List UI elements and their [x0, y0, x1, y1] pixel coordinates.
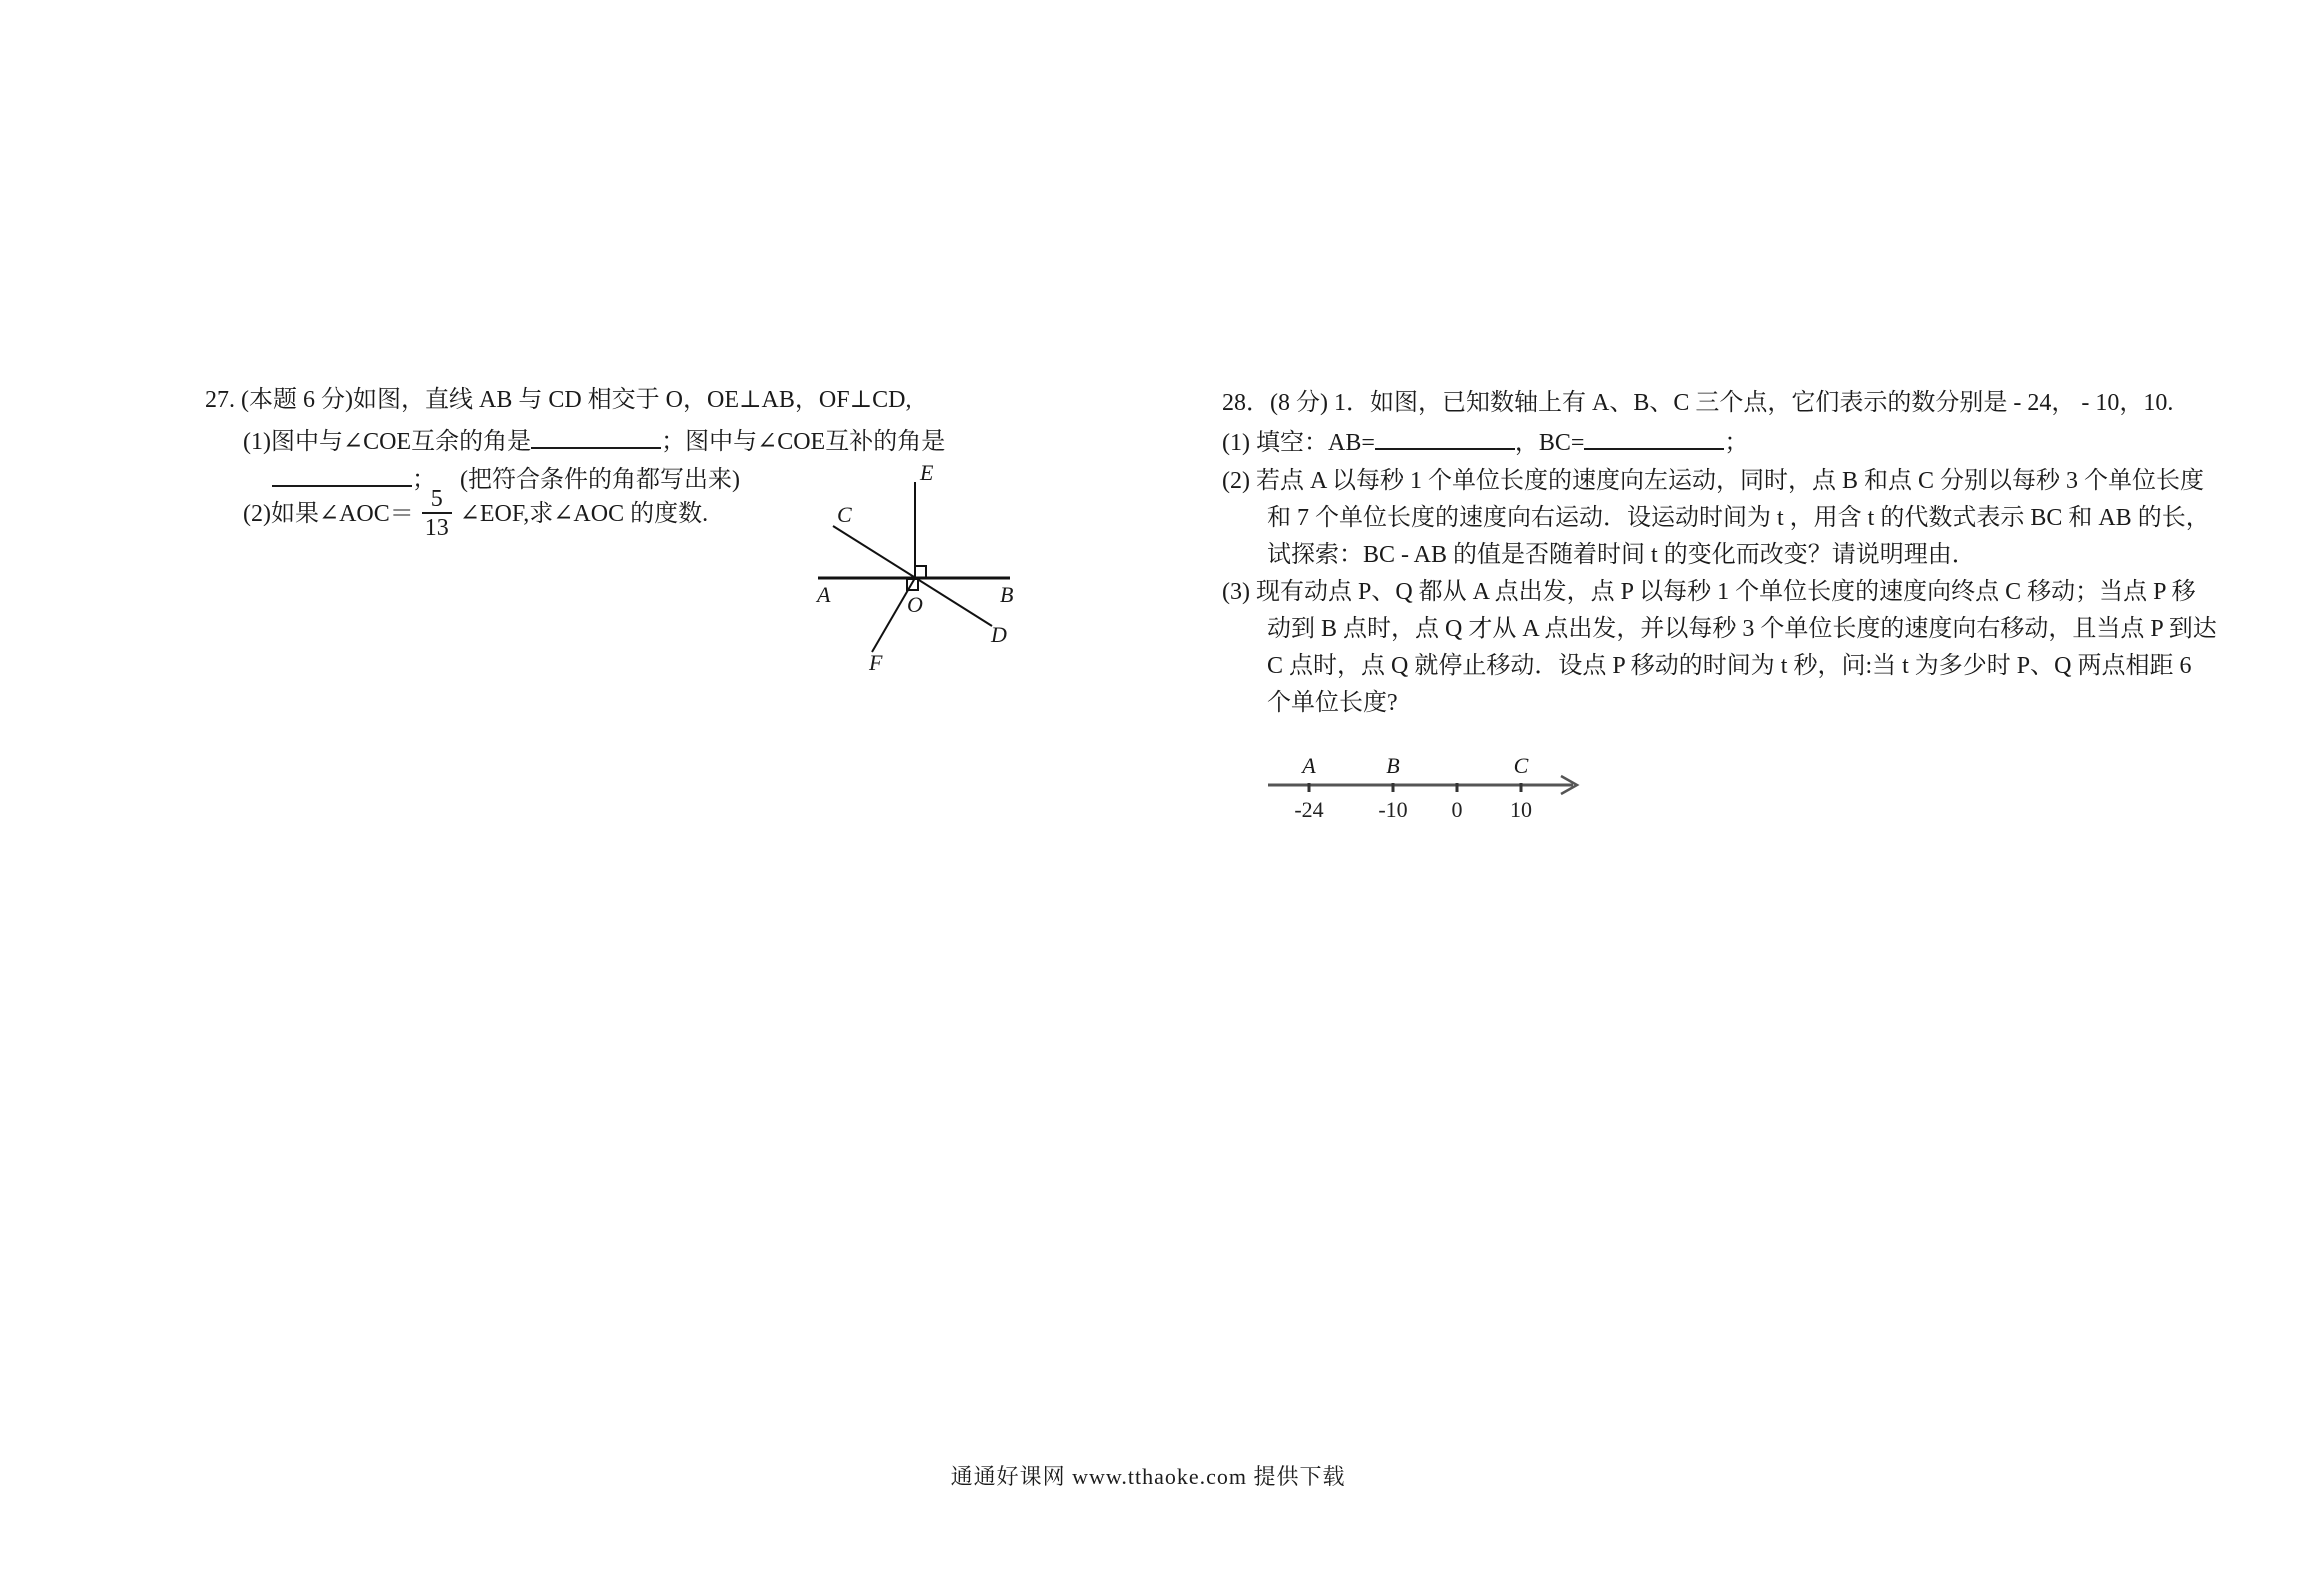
fraction-5-13 [422, 486, 452, 541]
problem-27-line-1: 27. (本题 6 分)如图，直线 AB 与 CD 相交于 O，OE⊥AB，OF⊥CD, [205, 387, 912, 413]
fraction-numerator: 5 [430, 486, 443, 512]
problem-28-fill-line [1222, 426, 1748, 458]
figure-label-C: C [837, 502, 852, 527]
blank-line-bc [1584, 426, 1724, 450]
problem-27-line-3-semicolon: ； [412, 467, 436, 493]
fill-label-bc: ，BC= [1514, 430, 1585, 456]
figure-label-D: D [991, 622, 1007, 647]
blank-line-ab [1375, 426, 1515, 450]
footer-watermark: 通通好课网 www.tthaoke.com 提供下载 [950, 1464, 1346, 1489]
figure-label-A: A [817, 582, 831, 607]
problem-28-part2-line-1: (2) 若点 A 以每秒 1 个单位长度的速度向左运动，同时，点 B 和点 C 分别以每秒 3 个单位长度 [1222, 468, 2205, 494]
problem-27-line-4-text-after: ∠EOF,求∠AOC 的度数. [459, 500, 709, 527]
problem-27-line-3-note: (把符合条件的角都写出来) [460, 467, 740, 493]
numberline-label-B: B [1386, 753, 1400, 778]
tick-label-minus24: -24 [1294, 797, 1324, 822]
problem-28-part3-line-1: (3) 现有动点 P、Q 都从 A 点出发，点 P 以每秒 1 个单位长度的速度向终点 C 移动；当点 P 移 [1222, 579, 2196, 605]
blank-line-supplementary [272, 463, 412, 487]
right-angle-mark-EOB [915, 566, 926, 578]
problem-28-line-1: 28．(8 分) 1．如图，已知数轴上有 A、B、C 三个点，它们表示的数分别是 - 24， - 10，10. [1222, 390, 2174, 416]
problem-27-line-4 [243, 486, 708, 541]
figure-label-F: F [869, 650, 883, 675]
problem-28-part2-line-3: 试探索：BC - AB 的值是否随着时间 t 的变化而改变？请说明理由． [1267, 542, 1976, 568]
problem-28-part3-line-3: C 点时，点 Q 就停止移动．设点 P 移动的时间为 t 秒，问:当 t 为多少时 P、Q 两点相距 6 [1267, 653, 2192, 679]
figure-label-E: E [920, 460, 934, 485]
fill-label-ab: (1) 填空：AB= [1222, 430, 1375, 456]
fraction-denominator: 13 [422, 512, 452, 541]
fill-line-end: ； [1724, 430, 1749, 456]
tick-label-minus10: -10 [1378, 797, 1408, 822]
number-line-figure [1255, 745, 1605, 830]
tick-label-0: 0 [1451, 797, 1463, 822]
figure-label-B: B [1000, 582, 1014, 607]
problem-27-line-4-text-before: (2)如果∠AOC＝ [243, 500, 414, 527]
problem-28-part3-line-4: 个单位长度? [1267, 690, 1398, 716]
numberline-label-A: A [1302, 753, 1316, 778]
numberline-label-C: C [1513, 753, 1529, 778]
problem-27-line-2-text-before: (1)图中与∠COE互余的角是 [243, 429, 532, 455]
problem-27-line-2-text-after: ；图中与∠COE互补的角是 [661, 429, 946, 455]
problem-28-part2-line-2: 和 7 个单位长度的速度向右运动．设运动时间为 t ，用含 t 的代数式表示 BC 和 AB 的长， [1267, 505, 2210, 531]
blank-line-complementary [531, 425, 661, 449]
tick-label-10: 10 [1510, 797, 1532, 822]
problem-28-part3-line-2: 动到 B 点时，点 Q 才从 A 点出发，并以每秒 3 个单位长度的速度向右移动，且当点 P 到达 [1267, 616, 2217, 642]
figure-label-O: O [907, 592, 923, 617]
intersecting-lines-figure [795, 450, 1035, 685]
